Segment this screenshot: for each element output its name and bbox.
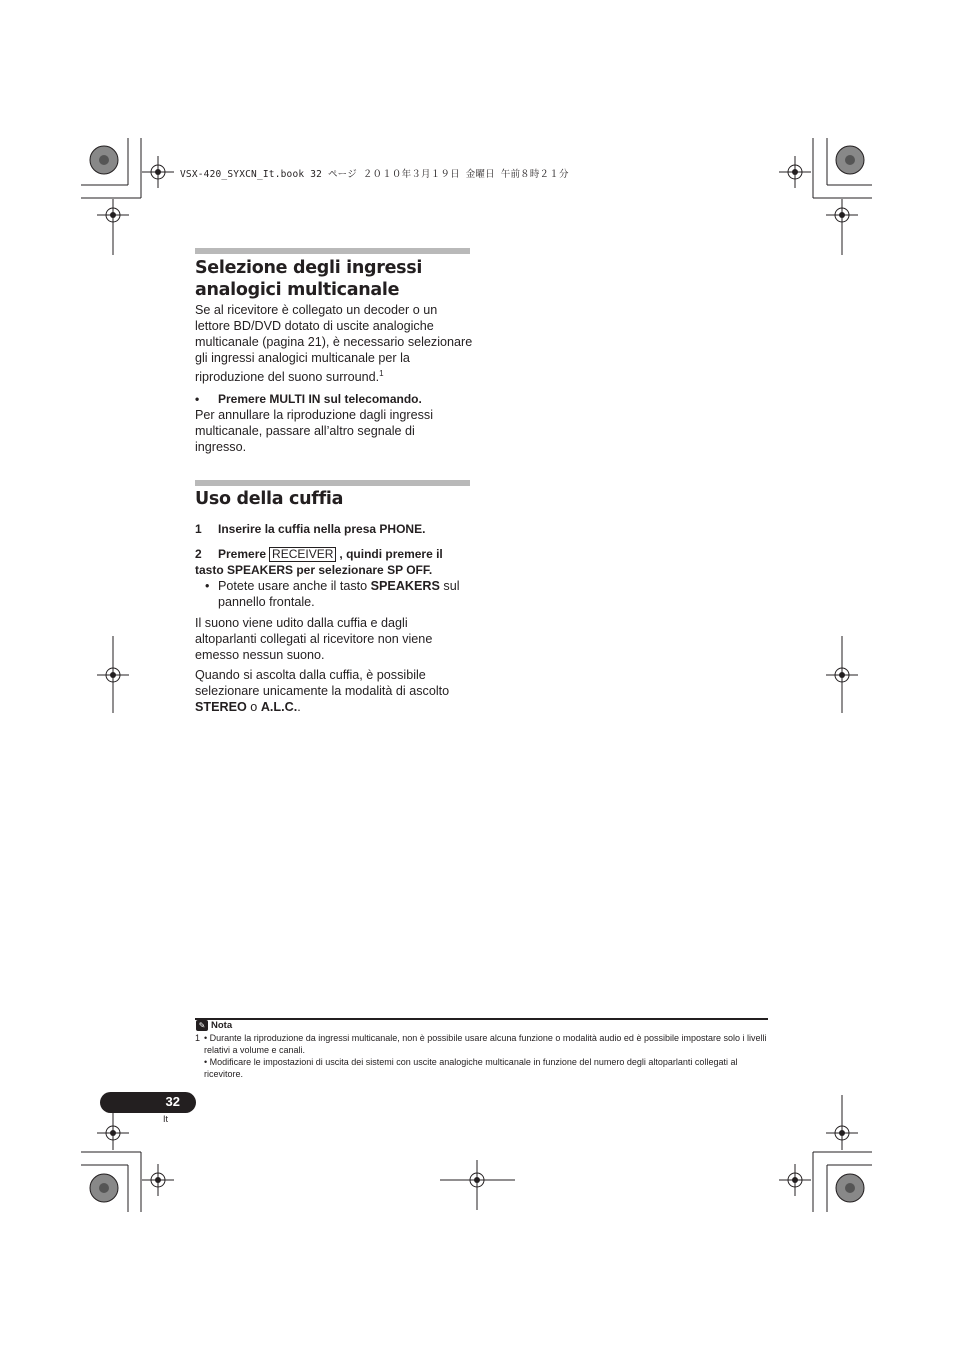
note-text: Modificare le impostazioni di uscita dei sistemi con uscite analogiche multicanale in funzione del numero degli altoparlanti collegati al ricevitore. [204,1057,738,1079]
crosshair-icon [97,1117,129,1149]
section-title [195,257,495,301]
note-bullet: • [204,1033,208,1043]
section-title-line: analogici multicanale [195,280,400,300]
footnote-ref: 1 [379,369,384,378]
instruction-step [195,546,470,578]
registration-target-icon [90,1174,118,1202]
instruction-step [195,391,470,407]
crosshair-icon [779,156,811,188]
crosshair-icon [97,199,129,231]
registration-target-icon [90,146,118,174]
section-title-line: Selezione degli ingressi [195,258,423,278]
step-text: Inserire la cuffia nella presa PHONE. [218,522,426,536]
registration-target-icon [836,1174,864,1202]
crosshair-icon [826,1117,858,1149]
pencil-note-icon: ✎ [196,1020,208,1031]
bullet-text: sul pannello frontale. [218,579,460,609]
section-divider [195,248,470,254]
notes-heading-text: Nota [211,1020,233,1031]
language-code: It [163,1114,169,1124]
bullet-mark: • [205,579,210,593]
paragraph-text: . [297,700,301,714]
notes-list [195,1032,770,1080]
bullet-text: Potete usare anche il tasto [218,579,371,593]
section-paragraph [195,302,475,385]
mode-alc: A.L.C. [260,700,298,714]
mode-stereo: STEREO [195,700,247,714]
print-slug: VSX-420_SYXCN_It.book 32 ページ ２０１０年３月１９日 金曜日 午前８時２１分 [180,169,569,180]
crosshair-icon [142,156,174,188]
bullet-text-bold: SPEAKERS [370,579,440,593]
step-number: 1 [195,522,202,536]
note-item [195,1032,770,1056]
registration-target-icon [836,146,864,174]
section-paragraph: Il suono viene udito dalla cuffia e dagli altoparlanti collegati al ricevitore non viene emesso nessun suono. [195,616,433,662]
page-number-badge [100,1092,196,1113]
step-description: Per annullare la riproduzione dagli ingressi multicanale, passare all’altro segnale di ingresso. [195,408,434,454]
crosshair-icon [826,199,858,231]
step-text: Premere [218,547,267,561]
page-number: 32 [165,1094,180,1109]
step-text: Premere MULTI IN sul telecomando. [218,392,422,406]
crosshair-icon [142,1164,174,1196]
section-paragraph [195,667,475,715]
sub-bullet [195,578,470,610]
paragraph-text: Se al ricevitore è collegato un decoder o un lettore BD/DVD dotato di uscite analogiche multicanale (pagina 21), è necessario selezionare gli ingressi analogici multicanale per la riproduzione del suono surround. [195,303,473,385]
note-text: Durante la riproduzione da ingressi multicanale, non è possibile usare alcuna funzione o modalità audio ed è possibile impostare solo i livelli relativi a volume e canali. [204,1033,767,1055]
note-number: 1 [195,1033,201,1043]
notes-heading [196,1020,232,1031]
section-divider [195,480,470,486]
section-title: Uso della cuffia [195,489,344,509]
paragraph-text: Quando si ascolta dalla cuffia, è possibile selezionare unicamente la modalità di ascolto [195,668,450,698]
receiver-key-label: RECEIVER [269,547,336,562]
note-item [195,1056,770,1080]
crosshair-icon [779,1164,811,1196]
note-bullet: • [204,1057,208,1067]
step-text: , quindi premere il tasto SPEAKERS per selezionare SP OFF. [195,547,443,577]
notes-divider [195,1018,768,1020]
bullet-mark: • [195,392,200,406]
instruction-step [195,521,470,537]
step-number: 2 [195,547,202,561]
paragraph-text: o [246,700,261,714]
